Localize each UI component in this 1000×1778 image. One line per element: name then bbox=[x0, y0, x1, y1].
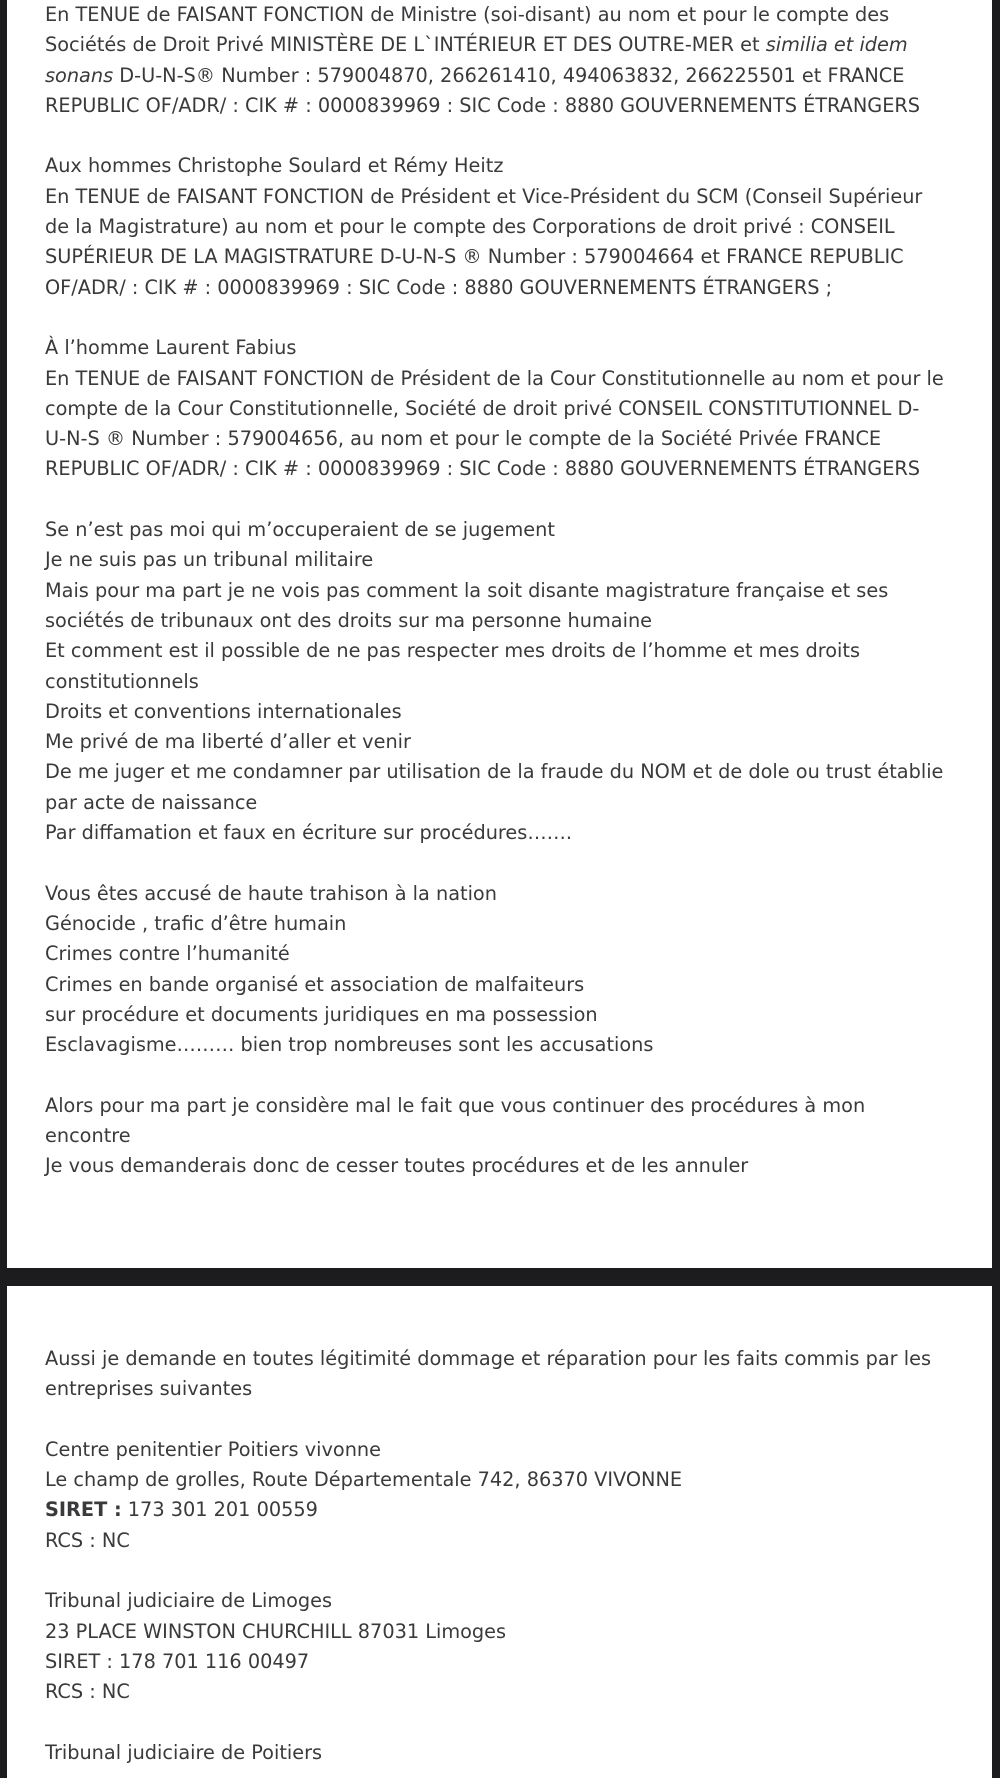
text-line bbox=[45, 30, 962, 60]
company-siret: SIRET : 178 701 116 00497 bbox=[45, 1649, 310, 1673]
text-line: encontre bbox=[45, 1123, 131, 1147]
text-line: REPUBLIC OF/ADR/ : CIK # : 0000839969 : SIC Code : 8880 GOUVERNEMENTS ÉTRANGERS bbox=[45, 457, 921, 481]
text-line: OF/ADR/ : CIK # : 0000839969 : SIC Code : 8880 GOUVERNEMENTS ÉTRANGERS ; bbox=[45, 275, 833, 299]
text-line: À l’homme Laurent Fabius bbox=[45, 336, 297, 360]
text-line: En TENUE de FAISANT FONCTION de Ministre (soi-disant) au nom et pour le compte des bbox=[45, 3, 890, 26]
text-line: Aussi je demande en toutes légitimité dommage et réparation pour les faits commis par les bbox=[45, 1347, 931, 1370]
text-line: entreprises suivantes bbox=[45, 1377, 253, 1401]
company-name: Centre penitentier Poitiers vivonne bbox=[45, 1437, 382, 1461]
text-line: Génocide , trafic d’être humain bbox=[45, 911, 347, 935]
text-line: Me privé de ma liberté d’aller et venir bbox=[45, 730, 411, 754]
paragraph-reparation bbox=[45, 1344, 962, 1405]
text-line: De me juger et me condamner par utilisation de la fraude du NOM et de dole ou trust établie bbox=[45, 760, 944, 784]
text-line: Je vous demanderais donc de cesser toutes procédures et de les annuler bbox=[45, 1154, 749, 1178]
text-line: Aux hommes Christophe Soulard et Rémy Heitz bbox=[45, 154, 504, 178]
text-line: compte de la Cour Constitutionnelle, Société de droit privé CONSEIL CONSTITUTIONNEL D- bbox=[45, 396, 920, 420]
company-tribunal-limoges bbox=[45, 1586, 962, 1707]
text-line: SUPÉRIEUR DE LA MAGISTRATURE D-U-N-S ® Number : 579004664 et FRANCE REPUBLIC bbox=[45, 245, 904, 269]
text-line: En TENUE de FAISANT FONCTION de Président et Vice-Président du SCM (Conseil Supérieur bbox=[45, 184, 923, 208]
text-run: Sociétés de Droit Privé MINISTÈRE DE L`INTÉRIEUR ET DES OUTRE-MER et bbox=[45, 33, 766, 57]
text-line: par acte de naissance bbox=[45, 790, 258, 814]
text-line: Esclavagisme……… bien trop nombreuses sont les accusations bbox=[45, 1033, 654, 1057]
company-name: Tribunal judiciaire de Poitiers bbox=[45, 1740, 323, 1764]
text-line: Alors pour ma part je considère mal le fait que vous continuer des procédures à mon bbox=[45, 1093, 866, 1117]
text-line: Se n’est pas moi qui m’occuperaient de se jugement bbox=[45, 518, 555, 542]
paragraph-demande bbox=[45, 1091, 962, 1182]
paragraph-conseil-constitutionnel bbox=[45, 333, 962, 484]
text-line: Par diffamation et faux en écriture sur procédures……. bbox=[45, 821, 573, 845]
company-rcs: RCS : NC bbox=[45, 1680, 130, 1704]
document-page-1 bbox=[7, 0, 992, 1268]
text-line: sociétés de tribunaux ont des droits sur ma personne humaine bbox=[45, 608, 653, 632]
text-run: D-U-N-S® Number : 579004870, 266261410, 494063832, 266225501 et FRANCE bbox=[113, 63, 905, 87]
paragraph-accusations bbox=[45, 879, 962, 1061]
text-line: sur procédure et documents juridiques en ma possession bbox=[45, 1002, 598, 1026]
company-address: Le champ de grolles, Route Départementale 742, 86370 VIVONNE bbox=[45, 1468, 683, 1492]
text-line: constitutionnels bbox=[45, 669, 199, 693]
text-line: de la Magistrature) au nom et pour le compte des Corporations de droit privé : CONSEIL bbox=[45, 215, 895, 239]
text-line: En TENUE de FAISANT FONCTION de Président de la Cour Constitutionnelle au nom et pour le bbox=[45, 366, 944, 390]
text-line: REPUBLIC OF/ADR/ : CIK # : 0000839969 : SIC Code : 8880 GOUVERNEMENTS ÉTRANGERS bbox=[45, 93, 921, 117]
italic-text: sonans bbox=[45, 63, 114, 87]
company-poitiers-vivonne bbox=[45, 1435, 962, 1556]
paragraph-droits bbox=[45, 515, 962, 848]
italic-text: similia et idem bbox=[765, 33, 908, 57]
company-tribunal-poitiers bbox=[45, 1738, 962, 1768]
text-line: Crimes en bande organisé et association de malfaiteurs bbox=[45, 972, 585, 996]
company-address: 23 PLACE WINSTON CHURCHILL 87031 Limoges bbox=[45, 1619, 507, 1643]
text-line: Je ne suis pas un tribunal militaire bbox=[45, 548, 374, 572]
text-line: Et comment est il possible de ne pas respecter mes droits de l’homme et mes droits bbox=[45, 639, 860, 663]
paragraph-csm bbox=[45, 151, 962, 302]
paragraph-ministre bbox=[45, 0, 962, 121]
siret-label: SIRET : bbox=[45, 1498, 122, 1522]
text-line: U-N-S ® Number : 579004656, au nom et pour le compte de la Société Privée FRANCE bbox=[45, 427, 882, 451]
text-line: Crimes contre l’humanité bbox=[45, 942, 290, 966]
company-rcs: RCS : NC bbox=[45, 1528, 130, 1552]
text-line: Vous êtes accusé de haute trahison à la nation bbox=[45, 881, 497, 905]
company-siret bbox=[45, 1495, 962, 1525]
text-line: Droits et conventions internationales bbox=[45, 699, 402, 723]
document-page-2 bbox=[7, 1286, 992, 1778]
company-name: Tribunal judiciaire de Limoges bbox=[45, 1589, 333, 1613]
text-line: Mais pour ma part je ne vois pas comment la soit disante magistrature française et ses bbox=[45, 578, 889, 602]
siret-value: 173 301 201 00559 bbox=[121, 1498, 318, 1522]
text-line bbox=[45, 61, 962, 91]
